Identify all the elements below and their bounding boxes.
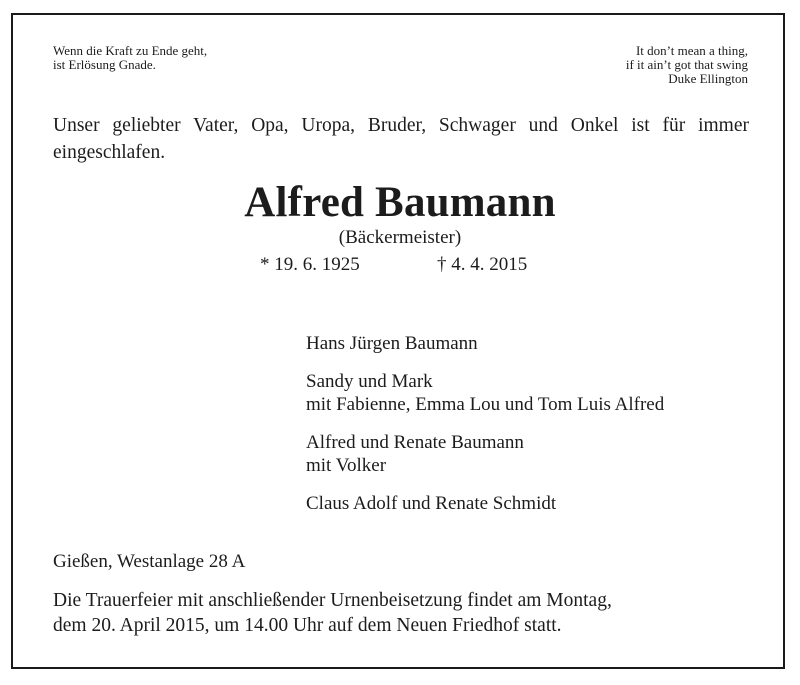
quote-left (53, 44, 207, 72)
deceased-name: Alfred Baumann (244, 179, 556, 226)
ceremony-line: dem 20. April 2015, um 14.00 Uhr auf dem Neuen Friedhof statt. (53, 615, 562, 636)
birth-date: * 19. 6. 1925 (260, 254, 360, 275)
mourners-list (306, 332, 664, 530)
quote-left-line: Wenn die Kraft zu Ende geht, (53, 43, 208, 58)
mourner-line: Sandy und Mark (306, 371, 433, 392)
quote-right (626, 44, 748, 86)
quote-author: Duke Ellington (668, 71, 748, 86)
mourner-line: Alfred und Renate Baumann (306, 432, 524, 453)
death-date: † 4. 4. 2015 (437, 254, 528, 275)
mourner-group (306, 492, 664, 515)
intro-text: Unser geliebter Vater, Opa, Uropa, Bruder, Schwager und Onkel ist für immer eingeschlafen. (53, 115, 749, 163)
quote-right-line: if it ain’t got that swing (625, 57, 748, 72)
mourner-line: Claus Adolf und Renate Schmidt (306, 493, 557, 514)
quote-left-line: ist Erlösung Gnade. (53, 57, 156, 72)
ceremony-line: Die Trauerfeier mit anschließender Urnenbeisetzung findet am Montag, (53, 590, 612, 611)
quote-right-line: It don’t mean a thing, (635, 43, 748, 58)
mourner-group (306, 370, 664, 416)
mourner-group (306, 431, 664, 477)
mourner-line: Hans Jürgen Baumann (306, 333, 478, 354)
mourner-line: mit Fabienne, Emma Lou und Tom Luis Alfred (306, 394, 665, 415)
location: Gießen, Westanlage 28 A (53, 551, 246, 572)
deceased-profession: (Bäckermeister) (338, 227, 462, 248)
mourner-line: mit Volker (306, 455, 387, 476)
ceremony-notice (53, 588, 763, 638)
mourner-group (306, 332, 664, 355)
